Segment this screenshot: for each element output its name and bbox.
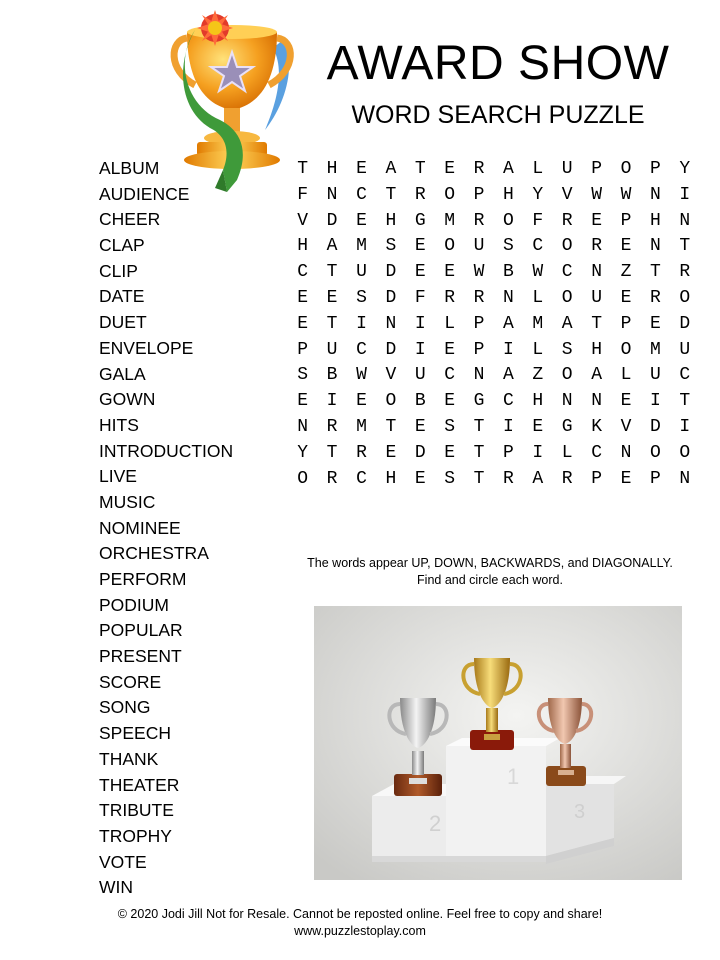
grid-letter: W [473, 262, 485, 283]
grid-letter: G [561, 416, 573, 437]
grid-letter: H [385, 210, 397, 231]
grid-letter: S [503, 236, 514, 257]
word-list-item: NOMINEE [99, 517, 181, 538]
grid-letter: R [591, 236, 602, 257]
word-list-item: SCORE [99, 671, 162, 692]
grid-letter: A [591, 365, 602, 386]
word-list [99, 156, 233, 901]
grid-letter: P [591, 159, 602, 179]
podium-number-3: 3 [574, 801, 586, 823]
grid-letter: E [649, 313, 661, 334]
grid-letter: U [473, 236, 485, 257]
grid-letter: T [326, 313, 338, 334]
grid-letter: U [561, 159, 573, 179]
word-list-item: HITS [99, 414, 139, 435]
grid-letter: P [473, 313, 485, 334]
grid-letter: N [503, 287, 514, 308]
grid-letter: G [414, 210, 426, 231]
word-list-item: PRESENT [99, 646, 182, 667]
grid-letter: H [591, 339, 602, 360]
grid-letter: W [532, 262, 544, 283]
grid-letter: L [444, 313, 456, 334]
grid-letter: R [679, 262, 691, 283]
grid-letter: O [444, 184, 456, 205]
podium-number-2: 2 [429, 811, 442, 836]
grid-letter: O [620, 339, 632, 360]
instructions-line-2: Find and circle each word. [417, 573, 563, 587]
grid-letter: D [649, 416, 661, 437]
page-title: AWARD SHOW [326, 37, 670, 90]
grid-letter: M [444, 210, 456, 231]
word-list-item: CLAP [99, 235, 145, 256]
grid-letter: T [473, 442, 485, 463]
word-list-item: CHEER [99, 209, 161, 230]
grid-letter: U [414, 365, 426, 386]
grid-letter: E [444, 339, 456, 360]
grid-letter: O [385, 391, 397, 412]
grid-letter: W [591, 184, 602, 205]
grid-letter: R [444, 287, 456, 308]
grid-letter: E [297, 287, 309, 308]
grid-letter: E [385, 442, 397, 463]
grid-letter: C [356, 339, 367, 360]
grid-letter: E [297, 313, 309, 334]
word-list-item: POPULAR [99, 620, 183, 641]
grid-letter: R [326, 416, 338, 437]
grid-letter: C [356, 184, 367, 205]
grid-letter: C [591, 442, 602, 463]
grid-row [288, 260, 699, 286]
instructions-line-1: The words appear UP, DOWN, BACKWARDS, and DIAGONALLY. [307, 556, 673, 570]
grid-letter: V [297, 210, 309, 231]
grid-letter: E [620, 391, 632, 412]
grid-letter: I [679, 184, 691, 205]
page-subtitle: WORD SEARCH PUZZLE [351, 101, 645, 129]
grid-letter: B [326, 365, 338, 386]
grid-letter: T [414, 159, 426, 179]
podium-trophies-photo [314, 606, 682, 880]
grid-letter: C [532, 236, 544, 257]
grid-letter: F [532, 210, 544, 231]
grid-row [288, 209, 699, 235]
grid-letter: H [649, 210, 661, 231]
grid-letter: C [297, 262, 309, 283]
grid-letter: T [473, 468, 485, 489]
letter-grid [288, 157, 699, 492]
grid-row [288, 234, 699, 260]
grid-letter: Z [532, 365, 544, 386]
grid-letter: V [561, 184, 573, 205]
grid-letter: A [561, 313, 573, 334]
grid-letter: E [444, 442, 456, 463]
grid-letter: O [444, 236, 456, 257]
grid-letter: T [649, 262, 661, 283]
grid-letter: S [385, 236, 397, 257]
word-list-item: THEATER [99, 774, 180, 795]
grid-letter: N [649, 184, 661, 205]
grid-row [288, 467, 699, 493]
grid-letter: R [473, 159, 485, 179]
grid-letter: S [297, 365, 309, 386]
word-list-item: MUSIC [99, 491, 156, 512]
grid-letter: R [561, 210, 573, 231]
grid-letter: P [503, 442, 514, 463]
grid-letter: O [561, 365, 573, 386]
grid-letter: B [503, 262, 514, 283]
grid-letter: C [444, 365, 456, 386]
grid-letter: H [503, 184, 514, 205]
grid-letter: I [679, 416, 691, 437]
grid-letter: N [326, 184, 338, 205]
grid-letter: H [297, 236, 309, 257]
word-list-item: AUDIENCE [99, 183, 190, 204]
grid-row [288, 286, 699, 312]
grid-letter: E [414, 468, 426, 489]
grid-letter: E [591, 210, 602, 231]
grid-letter: T [385, 184, 397, 205]
grid-letter: N [591, 391, 602, 412]
word-list-item: GOWN [99, 389, 156, 410]
website-url: www.puzzlestoplay.com [294, 924, 426, 938]
grid-letter: P [649, 468, 661, 489]
footer [0, 906, 720, 940]
grid-row [288, 389, 699, 415]
grid-letter: R [356, 442, 367, 463]
instructions [292, 555, 688, 589]
grid-letter: O [561, 287, 573, 308]
grid-letter: T [679, 391, 691, 412]
grid-letter: H [532, 391, 544, 412]
grid-letter: N [649, 236, 661, 257]
word-list-item: DATE [99, 286, 145, 307]
word-list-item: DUET [99, 312, 147, 333]
grid-letter: I [503, 416, 514, 437]
grid-letter: I [326, 391, 338, 412]
grid-letter: N [297, 416, 309, 437]
grid-letter: T [473, 416, 485, 437]
grid-letter: F [297, 184, 309, 205]
grid-letter: Y [297, 442, 309, 463]
grid-letter: U [356, 262, 367, 283]
word-list-item: PERFORM [99, 569, 187, 589]
word-list-item: SPEECH [99, 723, 171, 744]
grid-letter: A [385, 159, 397, 179]
grid-row [288, 157, 699, 183]
grid-letter: H [385, 468, 397, 489]
grid-letter: U [679, 339, 691, 360]
grid-letter: A [503, 313, 514, 334]
podium-number-1: 1 [507, 764, 520, 789]
grid-letter: L [532, 159, 544, 179]
grid-letter: T [591, 313, 602, 334]
grid-letter: A [532, 468, 544, 489]
grid-letter: D [679, 313, 691, 334]
grid-letter: O [649, 442, 661, 463]
word-list-item: TRIBUTE [99, 800, 174, 821]
grid-letter: P [473, 339, 485, 360]
grid-letter: R [473, 210, 485, 231]
grid-letter: T [326, 262, 338, 283]
grid-letter: M [532, 313, 544, 334]
grid-letter: M [356, 416, 367, 437]
grid-letter: C [356, 468, 367, 489]
grid-letter: N [473, 365, 485, 386]
grid-letter: Z [620, 262, 632, 283]
grid-letter: I [503, 339, 514, 360]
grid-letter: U [326, 339, 338, 360]
grid-letter: C [561, 262, 573, 283]
grid-letter: E [297, 391, 309, 412]
grid-row [288, 441, 699, 467]
grid-letter: N [385, 313, 397, 334]
copyright-notice: © 2020 Jodi Jill Not for Resale. Cannot be reposted online. Feel free to copy and share! [117, 907, 603, 921]
grid-letter: E [620, 236, 632, 257]
grid-letter: E [356, 159, 367, 179]
grid-letter: Y [679, 159, 691, 179]
grid-letter: L [620, 365, 632, 386]
word-list-item: ENVELOPE [99, 337, 194, 358]
grid-letter: E [356, 391, 367, 412]
word-list-item: ORCHESTRA [99, 543, 209, 564]
grid-letter: E [414, 262, 426, 283]
grid-letter: E [356, 210, 367, 231]
grid-letter: C [503, 391, 514, 412]
grid-letter: I [532, 442, 544, 463]
grid-letter: O [679, 287, 691, 308]
grid-letter: A [503, 159, 514, 179]
grid-letter: E [620, 468, 632, 489]
grid-letter: E [444, 262, 456, 283]
grid-letter: O [679, 442, 691, 463]
grid-letter: L [532, 287, 544, 308]
grid-letter: N [591, 262, 602, 283]
word-list-item: THANK [99, 748, 159, 769]
grid-letter: P [620, 313, 632, 334]
grid-letter: R [414, 184, 426, 205]
grid-letter: E [414, 236, 426, 257]
grid-letter: A [326, 236, 338, 257]
word-list-item: GALA [99, 363, 146, 384]
grid-letter: I [414, 339, 426, 360]
grid-letter: V [385, 365, 397, 386]
word-list-item: LIVE [99, 466, 137, 487]
grid-letter: E [532, 416, 544, 437]
word-list-item: ALBUM [99, 158, 160, 178]
word-list-item: INTRODUCTION [99, 440, 234, 461]
grid-letter: I [356, 313, 367, 334]
grid-letter: M [356, 236, 367, 257]
grid-row [288, 338, 699, 364]
grid-letter: W [356, 365, 367, 386]
word-list-item: TROPHY [99, 825, 172, 846]
grid-letter: L [561, 442, 573, 463]
grid-letter: L [532, 339, 544, 360]
grid-letter: N [620, 442, 632, 463]
grid-letter: E [620, 287, 632, 308]
grid-letter: B [414, 391, 426, 412]
grid-letter: E [414, 416, 426, 437]
word-list-item: CLIP [99, 260, 138, 281]
grid-letter: P [649, 159, 661, 179]
grid-letter: R [473, 287, 485, 308]
grid-letter: R [503, 468, 514, 489]
grid-letter: U [649, 365, 661, 386]
grid-letter: P [297, 339, 309, 360]
grid-letter: P [473, 184, 485, 205]
grid-letter: D [385, 287, 397, 308]
grid-letter: A [503, 365, 514, 386]
grid-letter: S [356, 287, 367, 308]
grid-letter: F [414, 287, 426, 308]
grid-letter: W [620, 184, 632, 205]
grid-letter: M [649, 339, 661, 360]
grid-letter: T [297, 159, 309, 179]
grid-letter: R [326, 468, 338, 489]
grid-letter: O [503, 210, 514, 231]
grid-letter: V [620, 416, 632, 437]
grid-letter: P [591, 468, 602, 489]
grid-letter: H [326, 159, 338, 179]
grid-letter: S [444, 468, 456, 489]
word-list-item: VOTE [99, 851, 147, 872]
grid-letter: T [679, 236, 691, 257]
grid-letter: D [385, 262, 397, 283]
grid-letter: U [591, 287, 602, 308]
grid-letter: D [414, 442, 426, 463]
grid-letter: E [444, 391, 456, 412]
grid-letter: O [297, 468, 309, 489]
word-list-item: WIN [99, 877, 134, 898]
grid-letter: O [620, 159, 632, 179]
grid-letter: T [326, 442, 338, 463]
grid-row [288, 363, 699, 389]
grid-letter: S [444, 416, 456, 437]
word-list-item: SONG [99, 697, 151, 718]
grid-letter: N [679, 210, 691, 231]
grid-letter: R [649, 287, 661, 308]
grid-letter: O [561, 236, 573, 257]
grid-letter: I [649, 391, 661, 412]
grid-letter: S [561, 339, 573, 360]
grid-letter: D [326, 210, 338, 231]
grid-letter: E [326, 287, 338, 308]
grid-letter: R [561, 468, 573, 489]
grid-letter: T [385, 416, 397, 437]
grid-letter: C [679, 365, 691, 386]
grid-letter: E [444, 159, 456, 179]
grid-letter: N [561, 391, 573, 412]
grid-letter: P [620, 210, 632, 231]
grid-row [288, 312, 699, 338]
grid-letter: D [385, 339, 397, 360]
grid-letter: Y [532, 184, 544, 205]
grid-letter: K [591, 416, 602, 437]
grid-row [288, 415, 699, 441]
grid-row [288, 183, 699, 209]
word-list-item: PODIUM [99, 594, 169, 615]
grid-letter: I [414, 313, 426, 334]
grid-letter: N [679, 468, 691, 489]
grid-letter: G [473, 391, 485, 412]
